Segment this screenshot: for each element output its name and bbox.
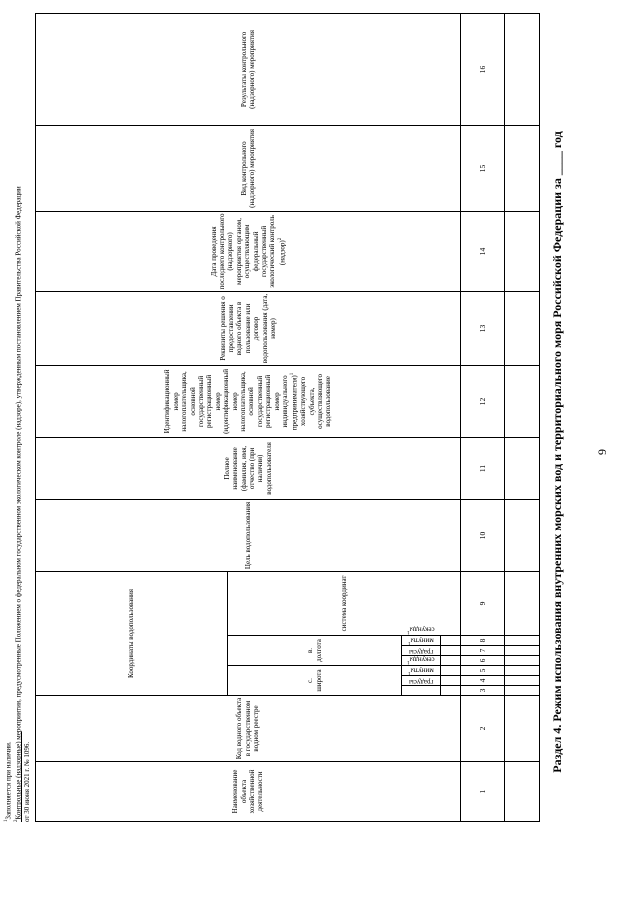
header-coordinate-system: система координат [228, 571, 461, 635]
table-cell[interactable] [505, 646, 540, 656]
table-cell[interactable] [505, 125, 540, 211]
table-cell[interactable] [505, 211, 540, 291]
footnote-1-marker: 1 [4, 819, 9, 822]
section-title: Раздел 4. Режим использования внутренних морских вод и территориального моря Российской Федерации за ____ год [550, 131, 564, 773]
column-number: 7 [461, 646, 505, 656]
table-cell[interactable] [505, 676, 540, 686]
footnote-1 [3, 14, 13, 822]
column-number: 8 [461, 636, 505, 646]
header-water-user-name: Полное наименование (фамилия, имя, отчество (при наличии) водопользователя [36, 437, 461, 499]
lat-seconds-wrap [407, 655, 435, 665]
header-water-use-purpose: Цель водопользования [36, 499, 461, 571]
footnote-2-continuation: от 30 июня 2021 г. № 1096. [22, 741, 31, 822]
footnote-2-text: Контрольные (надзорные) мероприятия, предусмотренные Положением о федеральном государственном экологическом контроле (надзоре), утвержденным постановлением Правительства Российской Федерации [14, 186, 23, 820]
lon-minutes-text: минуты [410, 636, 434, 645]
header-tax-id-tail: хозяйствующего субъекта, осуществляющего водопользование [299, 374, 333, 429]
lon-degrees-text: градусы [408, 648, 434, 657]
footnote-1-text: Заполняется при наличии. [4, 741, 13, 820]
header-decision-details: Реквизиты решения о предоставлении водного объекта в пользование или договор водопользования (дата, номер) [36, 291, 461, 365]
column-number: 13 [461, 291, 505, 365]
lon-seconds-sup: 1 [407, 629, 410, 635]
lat-minutes-sup: 1 [408, 670, 411, 676]
header-last-inspection-sup: 2 [277, 237, 283, 241]
footnote-2-marker: 2 [13, 819, 19, 822]
table-cell[interactable] [505, 686, 540, 696]
table-cell[interactable] [505, 636, 540, 646]
column-number: 14 [461, 211, 505, 291]
header-tax-id-sup: 1 [290, 372, 296, 376]
header-lat-degrees [401, 678, 440, 696]
column-number: 10 [461, 499, 505, 571]
lon-seconds-wrap [407, 625, 435, 635]
lat-degrees-text: градусы [408, 678, 434, 687]
spacer-cell [441, 636, 461, 646]
header-object-name: Наименование объекта хозяйственной деятельности [36, 762, 461, 822]
header-last-inspection-date [36, 211, 461, 291]
column-number: 11 [461, 437, 505, 499]
spacer-cell [441, 666, 461, 676]
lat-minutes-text: минуты [410, 666, 434, 675]
column-number: 4 [461, 676, 505, 686]
table-cell[interactable] [505, 365, 540, 437]
column-number: 16 [461, 13, 505, 125]
header-water-object-code: Код водного объекта в государственном водном реестре [36, 696, 461, 762]
column-number: 2 [461, 696, 505, 762]
lat-minutes-wrap [408, 666, 434, 676]
table-cell[interactable] [505, 571, 540, 635]
table-cell[interactable] [505, 13, 540, 125]
column-number: 5 [461, 666, 505, 676]
header-tax-id [36, 365, 461, 437]
column-number: 15 [461, 125, 505, 211]
column-number: 9 [461, 571, 505, 635]
lat-seconds-text: секунды [409, 655, 435, 664]
table-cell[interactable] [505, 437, 540, 499]
table-cell[interactable] [505, 666, 540, 676]
lon-seconds-text: секунды [409, 625, 435, 634]
column-number: 6 [461, 656, 505, 666]
header-tax-id-text: Идентификационный номер налогоплательщика, основной государственный регистрационный номер (идентификационный номер налогоплательщика, основной государственный регистрационный номер индивидуального предпринимателя) [163, 368, 299, 434]
table-cell[interactable] [505, 656, 540, 666]
table-cell[interactable] [505, 762, 540, 822]
lon-minutes-sup: 1 [408, 640, 411, 646]
spacer-cell [441, 676, 461, 686]
water-use-regime-table [35, 13, 540, 822]
header-coordinates-group: Координаты водопользования [36, 571, 228, 695]
header-inspection-results: Результаты контрольного (надзорного) мероприятия [36, 13, 461, 125]
spacer-cell [441, 686, 461, 696]
header-longitude: в. долгота [228, 636, 402, 666]
footnote-2 [13, 14, 23, 822]
spacer-cell [441, 646, 461, 656]
column-number: 3 [461, 686, 505, 696]
table-cell[interactable] [505, 696, 540, 762]
header-inspection-type: Вид контрольного (надзорного) мероприятия [36, 125, 461, 211]
spacer-cell [441, 656, 461, 666]
header-latitude: с. широта [228, 666, 402, 696]
lon-minutes-wrap [408, 636, 434, 646]
table-cell[interactable] [505, 291, 540, 365]
page-number: 9 [595, 449, 609, 455]
table-cell[interactable] [505, 499, 540, 571]
header-last-inspection-text: Дата проведения последнего контрольного (надзорного) мероприятия органом, осуществляющим федеральный государственный экологический контроль (надзор) [209, 213, 287, 290]
column-number: 12 [461, 365, 505, 437]
footnotes [3, 14, 31, 822]
column-number: 1 [461, 762, 505, 822]
lat-seconds-sup: 1 [407, 659, 410, 665]
